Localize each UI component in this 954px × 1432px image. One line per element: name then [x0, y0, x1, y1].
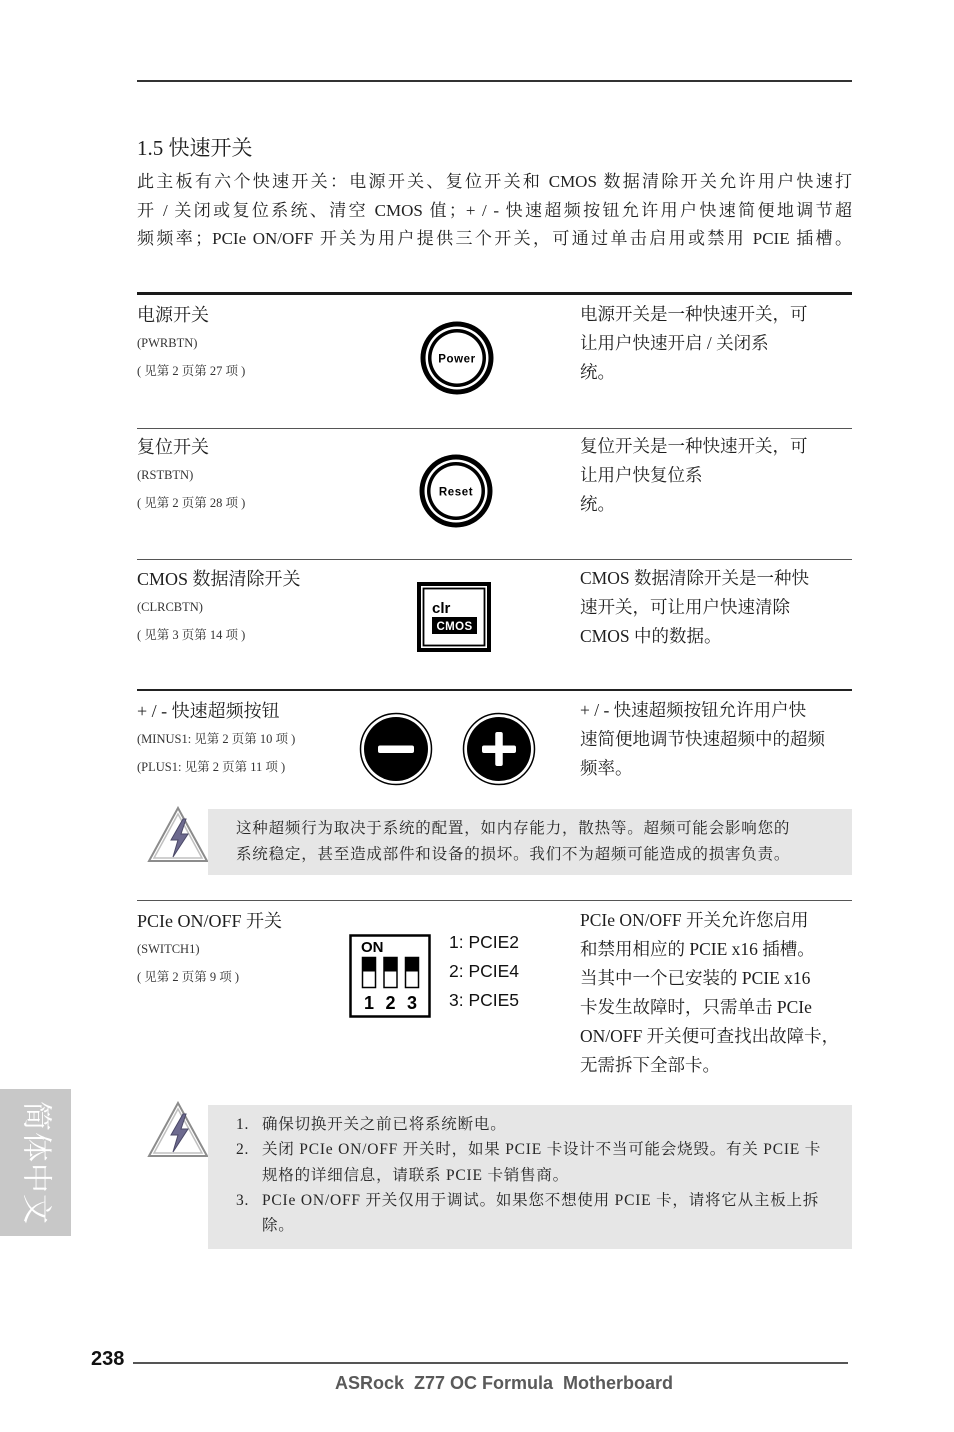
- top-rule: [137, 80, 852, 82]
- dip-number: 2: [385, 993, 396, 1013]
- description-line: PCIe ON/OFF 开关允许您启用: [580, 910, 809, 930]
- description-line: 频率。: [580, 758, 633, 778]
- clear-cmos-button-icon: [417, 582, 491, 652]
- description-line: CMOS 数据清除开关是一种快: [580, 568, 809, 588]
- note-line: 关闭 PCIe ON/OFF 开关时，如果 PCIE 卡设计不当可能会烧毁。有关 PCIE 卡: [262, 1141, 822, 1159]
- description-line: 无需拆下全部卡。: [580, 1055, 720, 1075]
- row-divider: [137, 559, 852, 560]
- row-divider: [137, 900, 852, 901]
- description-line: 和禁用相应的 PCIE x16 插槽。: [580, 939, 815, 959]
- description-line: CMOS 中的数据。: [580, 626, 722, 646]
- power-switch-ref: ( 见第 2 页第 27 项 ): [137, 364, 246, 378]
- description-line: ON/OFF 开关便可查找出故障卡，: [580, 1026, 840, 1046]
- note-item-number: 3.: [236, 1191, 250, 1209]
- clear-cmos-code: (CLRCBTN): [137, 600, 203, 614]
- pcie-switch-ref: ( 见第 2 页第 9 项 ): [137, 970, 240, 984]
- note-line: 规格的详细信息，请联系 PCIE 卡销售商。: [262, 1166, 569, 1184]
- pcie-switch-code: (SWITCH1): [137, 942, 200, 956]
- slot-label: 3: PCIE5: [449, 990, 520, 1010]
- section-title: 1.5 快速开关: [137, 136, 253, 160]
- dip-number: 1: [363, 993, 375, 1013]
- clear-cmos-description: [580, 564, 852, 651]
- note-list-item: [236, 1188, 821, 1239]
- row-divider: [137, 428, 852, 429]
- description-line: 卡发生故障时，只需单击 PCIe: [580, 997, 812, 1017]
- pcie-note-list: [236, 1112, 821, 1238]
- language-side-tab: [0, 1089, 71, 1236]
- description-line: 电源开关是一种快速开关，可: [580, 304, 808, 324]
- intro-line: 此主板有六个快速开关：电源开关、复位开关和 CMOS 数据清除开关允许用户快速打: [137, 172, 852, 191]
- description-line: 让用户快速开启 / 关闭系: [580, 333, 769, 353]
- description-line: + / - 快速超频按钮允许用户快: [580, 700, 807, 720]
- note-item-number: 1.: [236, 1116, 250, 1133]
- reset-switch-ref: ( 见第 2 页第 28 项 ): [137, 496, 246, 510]
- description-line: 速开关，可让用户快速清除: [580, 597, 790, 617]
- power-icon-label: Power: [438, 353, 476, 366]
- power-switch-description: [580, 300, 852, 387]
- note-line: PCIe ON/OFF 开关仅用于调试。如果您不想使用 PCIE 卡，请将它从主板上拆: [262, 1191, 820, 1209]
- note-line: 确保切换开关之前已将系统断电。: [262, 1116, 507, 1133]
- description-line: 复位开关是一种快速开关，可: [580, 436, 808, 456]
- pcie-switch-title: PCIe ON/OFF 开关: [137, 911, 283, 931]
- description-line: 让用户快复位系: [580, 465, 703, 485]
- note-item-number: 2.: [236, 1141, 250, 1159]
- slot-label: 1: PCIE2: [449, 932, 520, 952]
- reset-switch-description: [580, 432, 852, 519]
- pcie-slot-labels: [449, 928, 519, 1015]
- cmos-icon-label: CMOS: [436, 621, 473, 633]
- dip-switch-icon: [349, 934, 431, 1018]
- minus-button-icon: [359, 712, 433, 786]
- intro-line: 频频率；PCIe ON/OFF 开关为用户提供三个开关，可通过单击启用或禁用 PCIE 插槽。: [137, 229, 852, 248]
- reset-switch-title: 复位开关: [137, 437, 209, 457]
- slot-label: 2: PCIE4: [449, 961, 520, 981]
- reset-switch-code: (RSTBTN): [137, 468, 194, 482]
- clear-cmos-title: CMOS 数据清除开关: [137, 569, 301, 589]
- clr-icon-label: clr: [432, 600, 451, 617]
- note-list-item: [236, 1112, 821, 1137]
- table-top-rule: [137, 292, 852, 295]
- power-switch-title: 电源开关: [137, 305, 209, 325]
- description-line: 统。: [580, 362, 615, 382]
- dip-on-label: ON: [361, 939, 384, 956]
- reset-icon-label: Reset: [438, 486, 474, 499]
- footer-rule: [133, 1362, 848, 1364]
- note-line: 这种超频行为取决于系统的配置，如内存能力，散热等。超频可能会影响您的: [236, 820, 791, 837]
- plus-button-ref: (PLUS1: 见第 2 页第 11 项 ): [137, 760, 286, 774]
- overclock-note-text: [236, 816, 790, 868]
- language-tab-label: 简体中文: [18, 1100, 54, 1225]
- oc-buttons-description: [580, 696, 852, 783]
- description-line: 统。: [580, 494, 615, 514]
- intro-line: 开 / 关闭或复位系统、清空 CMOS 值；+ / - 快速超频按钮允许用户快速简便地调节超: [137, 200, 852, 220]
- reset-button-icon: [418, 453, 494, 529]
- warning-icon: [146, 806, 210, 864]
- description-line: 当其中一个已安装的 PCIE x16: [580, 968, 811, 988]
- minus-button-ref: (MINUS1: 见第 2 页第 10 项 ): [137, 732, 296, 746]
- oc-buttons-title: + / - 快速超频按钮: [137, 701, 280, 721]
- warning-icon: [146, 1101, 210, 1159]
- note-line: 除。: [262, 1217, 295, 1235]
- clear-cmos-ref: ( 见第 3 页第 14 项 ): [137, 628, 246, 642]
- description-line: 速简便地调节快速超频中的超频: [580, 729, 825, 749]
- power-switch-code: (PWRBTN): [137, 336, 198, 350]
- note-line: 系统稳定，甚至造成部件和设备的损坏。我们不为超频可能造成的损害负责。: [236, 846, 791, 863]
- intro-paragraph: [137, 168, 852, 254]
- page-number: 238: [91, 1348, 125, 1370]
- note-list-item: [236, 1137, 821, 1188]
- footer-product-name: ASRock Z77 OC Formula Motherboard: [334, 1373, 674, 1393]
- power-button-icon: [419, 320, 495, 396]
- plus-button-icon: [462, 712, 536, 786]
- dip-number: 3: [406, 993, 418, 1013]
- row-divider: [137, 689, 852, 691]
- pcie-switch-description: [580, 906, 852, 1080]
